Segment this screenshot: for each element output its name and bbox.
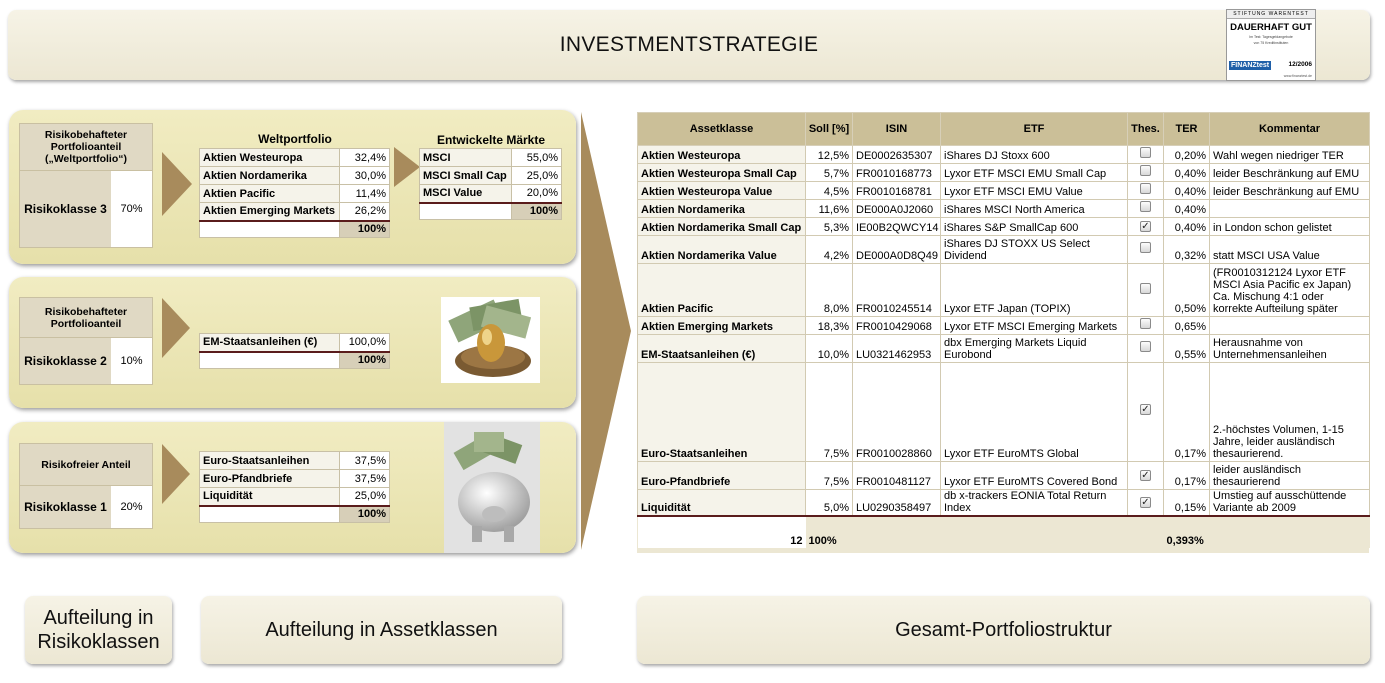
cell-isin: LU0321462953 xyxy=(853,335,941,363)
table-row-total xyxy=(638,516,1370,548)
cell-ter: 0,40% xyxy=(1164,200,1210,218)
portfolio-table-container xyxy=(637,112,1369,553)
cell-ter: 0,15% xyxy=(1164,490,1210,517)
cell-comment: leider ausländisch thesaurierend xyxy=(1210,462,1370,490)
cell-asset: Aktien Westeuropa xyxy=(638,146,806,164)
cell-soll: 4,2% xyxy=(806,236,853,264)
cell-etf: Lyxor ETF EuroMTS Global xyxy=(941,363,1128,462)
table-row xyxy=(200,149,390,167)
table-row xyxy=(638,236,1370,264)
cell-asset: Euro-Staatsanleihen xyxy=(638,363,806,462)
risk2-title: Risikobehafteter Portfolioanteil xyxy=(20,298,152,338)
arrow-chevron-large xyxy=(581,112,631,550)
cell-ter: 0,50% xyxy=(1164,264,1210,317)
risk3-box xyxy=(19,123,153,248)
cell-soll: 5,0% xyxy=(806,490,853,517)
seal-grade: DAUERHAFT GUT xyxy=(1230,22,1312,33)
thes-checkbox[interactable]: ✓ xyxy=(1141,221,1150,232)
table-row xyxy=(420,185,562,203)
cell-isin: FR0010245514 xyxy=(853,264,941,317)
seal-publisher: STIFTUNG WARENTEST xyxy=(1227,10,1315,19)
row-total: 100% xyxy=(340,221,390,238)
cell-comment: leider Beschränkung auf EMU xyxy=(1210,182,1370,200)
seal-small-2: von 75 Kreditinstituten xyxy=(1253,41,1289,45)
row-name: Aktien Nordamerika xyxy=(200,167,340,185)
total-count: 12 xyxy=(638,516,806,548)
cell-isin: DE000A0D8Q49 xyxy=(853,236,941,264)
table-row xyxy=(638,490,1370,517)
row-value: 55,0% xyxy=(512,149,562,167)
footer-portfolio-structure xyxy=(637,596,1370,664)
table-row-total xyxy=(420,203,562,220)
table-row xyxy=(420,167,562,185)
table-row xyxy=(200,334,390,352)
seal-small-1: Im Test: Tagesgeldangebote xyxy=(1249,35,1293,39)
page-title: INVESTMENTSTRATEGIE xyxy=(559,33,819,56)
risk1-box xyxy=(19,443,153,529)
row-name: Liquidität xyxy=(200,488,340,506)
thes-checkbox[interactable] xyxy=(1140,201,1151,212)
cell-asset: EM-Staatsanleihen (€) xyxy=(638,335,806,363)
seal-date: 12/2006 xyxy=(1288,61,1312,68)
col-header-kommentar: Kommentar xyxy=(1210,113,1370,146)
row-value: 32,4% xyxy=(340,149,390,167)
table-row xyxy=(200,185,390,203)
arrow-chevron xyxy=(162,444,190,504)
table-row xyxy=(200,488,390,506)
cell-comment xyxy=(1210,200,1370,218)
footer-asset-classes xyxy=(201,596,562,664)
row-name: Euro-Pfandbriefe xyxy=(200,470,340,488)
developed-table xyxy=(419,148,562,220)
cell-comment: Umstieg auf ausschüttende Variante ab 2009 xyxy=(1210,490,1370,517)
cell-etf: Lyxor ETF MSCI Emerging Markets xyxy=(941,317,1128,335)
cell-isin: FR0010429068 xyxy=(853,317,941,335)
cell-soll: 8,0% xyxy=(806,264,853,317)
table-row xyxy=(200,452,390,470)
cell-soll: 11,6% xyxy=(806,200,853,218)
weltportfolio-header: Weltportfolio xyxy=(258,132,332,146)
cell-soll: 12,5% xyxy=(806,146,853,164)
row-value: 25,0% xyxy=(512,167,562,185)
cell-isin: FR0010168781 xyxy=(853,182,941,200)
cell-ter: 0,55% xyxy=(1164,335,1210,363)
cell-soll: 18,3% xyxy=(806,317,853,335)
footer-risk-classes xyxy=(25,596,172,664)
row-name: Aktien Pacific xyxy=(200,185,340,203)
cell-ter: 0,20% xyxy=(1164,146,1210,164)
risk1-title: Risikofreier Anteil xyxy=(20,444,152,486)
row-name: Aktien Emerging Markets xyxy=(200,203,340,221)
cell-isin: LU0290358497 xyxy=(853,490,941,517)
table-row xyxy=(638,146,1370,164)
col-header-soll: Soll [%] xyxy=(806,113,853,146)
cell-ter: 0,17% xyxy=(1164,363,1210,462)
col-header-ter: TER xyxy=(1164,113,1210,146)
row-name: MSCI Small Cap xyxy=(420,167,512,185)
cell-etf: db x-trackers EONIA Total Return Index xyxy=(941,490,1128,517)
row-value: 37,5% xyxy=(340,452,390,470)
cell-etf: Lyxor ETF EuroMTS Covered Bond xyxy=(941,462,1128,490)
cell-etf: dbx Emerging Markets Liquid Eurobond xyxy=(941,335,1128,363)
total-soll: 100% xyxy=(806,516,853,548)
cell-ter: 0,17% xyxy=(1164,462,1210,490)
table-row xyxy=(420,149,562,167)
thes-checkbox[interactable]: ✓ xyxy=(1141,497,1150,508)
cell-ter: 0,40% xyxy=(1164,218,1210,236)
table-row xyxy=(638,462,1370,490)
cell-etf: iShares DJ Stoxx 600 xyxy=(941,146,1128,164)
table-row xyxy=(200,203,390,221)
portfolio-table xyxy=(637,112,1370,548)
col-header-etf: ETF xyxy=(941,113,1128,146)
cell-soll: 5,3% xyxy=(806,218,853,236)
row-value: 26,2% xyxy=(340,203,390,221)
cell-isin: FR0010481127 xyxy=(853,462,941,490)
cell-isin: FR0010168773 xyxy=(853,164,941,182)
thes-checkbox[interactable]: ✓ xyxy=(1141,404,1150,415)
thes-checkbox[interactable] xyxy=(1140,183,1151,194)
table-row-total xyxy=(200,506,390,523)
cell-soll: 4,5% xyxy=(806,182,853,200)
risk3-title: Risikobehafteter Portfolioanteil („Weltportfolio“) xyxy=(20,124,152,171)
title-bar xyxy=(8,10,1370,80)
arrow-chevron xyxy=(162,298,190,358)
thes-checkbox[interactable] xyxy=(1140,283,1151,294)
risk1-percent: 20% xyxy=(111,486,152,528)
cell-ter: 0,40% xyxy=(1164,164,1210,182)
col-header-isin: ISIN xyxy=(853,113,941,146)
risk3-class-label: Risikoklasse 3 xyxy=(24,202,107,216)
table-row xyxy=(200,167,390,185)
cell-comment: in London schon gelistet xyxy=(1210,218,1370,236)
row-name: Euro-Staatsanleihen xyxy=(200,452,340,470)
table-header xyxy=(638,113,1370,146)
cell-ter: 0,65% xyxy=(1164,317,1210,335)
cell-asset: Aktien Nordamerika Value xyxy=(638,236,806,264)
cell-asset: Aktien Pacific xyxy=(638,264,806,317)
row-name: MSCI xyxy=(420,149,512,167)
thes-checkbox[interactable] xyxy=(1140,242,1151,253)
risk2-box xyxy=(19,297,153,385)
table-row xyxy=(638,335,1370,363)
cell-etf: iShares MSCI North America xyxy=(941,200,1128,218)
risk3-percent: 70% xyxy=(111,171,152,247)
cell-comment: 2.-höchstes Volumen, 1-15 Jahre, leider ausländisch thesaurierend. xyxy=(1210,363,1370,462)
test-seal xyxy=(1226,9,1316,81)
thes-checkbox[interactable] xyxy=(1140,318,1151,329)
arrow-chevron xyxy=(162,152,192,216)
cell-comment xyxy=(1210,317,1370,335)
row-name: MSCI Value xyxy=(420,185,512,203)
seal-brand: FINANZtest xyxy=(1231,62,1270,69)
table-row-total xyxy=(200,221,390,238)
col-header-assetklasse: Assetklasse xyxy=(638,113,806,146)
cell-etf: Lyxor ETF MSCI EMU Value xyxy=(941,182,1128,200)
row-value: 25,0% xyxy=(340,488,390,506)
table-row xyxy=(638,200,1370,218)
row-name: Aktien Westeuropa xyxy=(200,149,340,167)
cell-asset: Euro-Pfandbriefe xyxy=(638,462,806,490)
cell-etf: iShares DJ STOXX US Select Dividend xyxy=(941,236,1128,264)
thes-checkbox[interactable] xyxy=(1140,147,1151,158)
cell-comment: leider Beschränkung auf EMU xyxy=(1210,164,1370,182)
golden-egg-nest-image xyxy=(441,297,540,383)
col-header-thes: Thes. xyxy=(1128,113,1164,146)
cell-asset: Aktien Nordamerika Small Cap xyxy=(638,218,806,236)
cell-asset: Aktien Emerging Markets xyxy=(638,317,806,335)
cell-soll: 7,5% xyxy=(806,462,853,490)
thes-checkbox[interactable] xyxy=(1140,165,1151,176)
thes-checkbox[interactable]: ✓ xyxy=(1141,470,1150,481)
total-ter: 0,393% xyxy=(1164,516,1210,548)
row-total: 100% xyxy=(512,203,562,220)
cell-asset: Aktien Westeuropa Value xyxy=(638,182,806,200)
table-row xyxy=(638,182,1370,200)
row-value: 20,0% xyxy=(512,185,562,203)
cell-comment: (FR0010312124 Lyxor ETF MSCI Asia Pacific ex Japan) Ca. Mischung 4:1 oder korrekte Aufteilung später xyxy=(1210,264,1370,317)
table-row xyxy=(638,317,1370,335)
cell-asset: Aktien Nordamerika xyxy=(638,200,806,218)
risk2-class-label: Risikoklasse 2 xyxy=(24,354,107,368)
cell-etf: iShares S&P SmallCap 600 xyxy=(941,218,1128,236)
thes-checkbox[interactable] xyxy=(1140,341,1151,352)
cell-isin: DE0002635307 xyxy=(853,146,941,164)
risk2-percent: 10% xyxy=(111,338,152,384)
cell-etf: Lyxor ETF MSCI EMU Small Cap xyxy=(941,164,1128,182)
cell-soll: 7,5% xyxy=(806,363,853,462)
cell-soll: 10,0% xyxy=(806,335,853,363)
cell-comment: Herausnahme von Unternehmensanleihen xyxy=(1210,335,1370,363)
row-total: 100% xyxy=(340,352,390,369)
cell-ter: 0,40% xyxy=(1164,182,1210,200)
table-row-total xyxy=(200,352,390,369)
footer-portfolio-label: Gesamt-Portfoliostruktur xyxy=(895,619,1112,641)
riskfree-table xyxy=(199,451,390,523)
arrow-chevron xyxy=(394,147,420,187)
row-value: 11,4% xyxy=(340,185,390,203)
cell-isin: IE00B2QWCY14 xyxy=(853,218,941,236)
table-row xyxy=(638,264,1370,317)
table-row xyxy=(638,164,1370,182)
row-value: 100,0% xyxy=(340,334,390,352)
footer-risk-label: Aufteilung in Risikoklassen xyxy=(37,607,160,653)
cell-ter: 0,32% xyxy=(1164,236,1210,264)
row-value: 37,5% xyxy=(340,470,390,488)
cell-asset: Aktien Westeuropa Small Cap xyxy=(638,164,806,182)
em-table xyxy=(199,333,390,369)
piggy-bank-image xyxy=(444,422,540,553)
cell-isin: DE000A0J2060 xyxy=(853,200,941,218)
row-total: 100% xyxy=(340,506,390,523)
table-row xyxy=(638,363,1370,462)
row-value: 30,0% xyxy=(340,167,390,185)
developed-header: Entwickelte Märkte xyxy=(436,133,546,147)
cell-etf: Lyxor ETF Japan (TOPIX) xyxy=(941,264,1128,317)
cell-comment: statt MSCI USA Value xyxy=(1210,236,1370,264)
risk1-class-label: Risikoklasse 1 xyxy=(24,500,107,514)
cell-comment: Wahl wegen niedriger TER xyxy=(1210,146,1370,164)
table-row xyxy=(200,470,390,488)
cell-isin: FR0010028860 xyxy=(853,363,941,462)
table-row xyxy=(638,218,1370,236)
seal-url: www.finanztest.de xyxy=(1283,74,1312,78)
footer-asset-label: Aufteilung in Assetklassen xyxy=(265,619,498,641)
cell-soll: 5,7% xyxy=(806,164,853,182)
weltportfolio-table xyxy=(199,148,390,238)
cell-asset: Liquidität xyxy=(638,490,806,517)
row-name: EM-Staatsanleihen (€) xyxy=(200,334,340,352)
